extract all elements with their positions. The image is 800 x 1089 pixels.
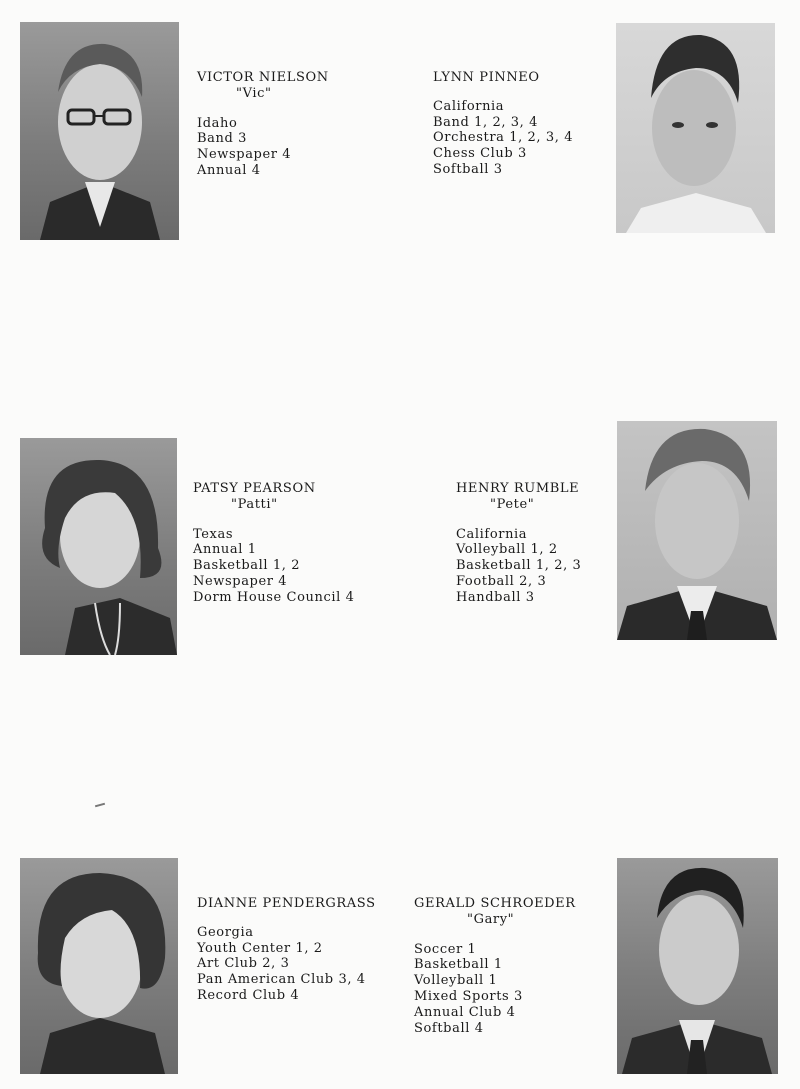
activity-item: Basketball 1, 2 [193,558,301,574]
student-entry-henry-rumble [456,481,581,606]
student-activities [414,942,576,1037]
activity-item: Football 2, 3 [456,573,547,589]
student-entry-lynn-pinneo [433,70,573,178]
activity-item: Idaho [197,115,238,131]
activity-item: California [456,526,528,542]
student-name: DIANNE PENDERGRASS [197,896,376,911]
student-entry-patsy-pearson [193,481,354,606]
activity-item: Newspaper 4 [193,573,288,589]
page-speck [95,803,105,808]
student-activities [197,116,329,179]
activity-item: Annual 4 [197,162,261,178]
activity-item: Annual Club 4 [414,1004,516,1020]
portrait-photo-victor-nielson [20,22,179,240]
portrait-photo-dianne-pendergrass [20,858,178,1074]
activity-item: Band 1, 2, 3, 4 [433,114,539,130]
student-name: HENRY RUMBLE [456,481,580,496]
portrait-photo-henry-rumble [617,421,777,640]
student-name: GERALD SCHROEDER [414,896,576,911]
activity-item: Softball 3 [433,161,503,177]
portrait-photo-gerald-schroeder [617,858,778,1074]
activity-item: Volleyball 1, 2 [456,542,558,558]
student-entry-gerald-schroeder [414,896,576,1036]
student-nickname: "Pete" [490,496,535,512]
student-name: VICTOR NIELSON [197,70,329,85]
student-activities [433,99,573,178]
activity-item: Softball 4 [414,1020,484,1036]
student-entry-victor-nielson [197,70,329,179]
activity-item: Handball 3 [456,589,535,605]
activity-item: Chess Club 3 [433,146,527,162]
student-nickname: "Patti" [231,496,278,512]
student-entry-dianne-pendergrass [197,896,376,1004]
activity-item: Texas [193,526,234,542]
student-name: PATSY PEARSON [193,481,316,496]
activity-item: Band 3 [197,131,248,147]
student-activities [456,527,581,606]
student-activities [197,925,376,1004]
activity-item: Pan American Club 3, 4 [197,972,366,988]
activity-item: Art Club 2, 3 [197,956,290,972]
portrait-photo-patsy-pearson [20,438,177,655]
activity-item: Youth Center 1, 2 [197,940,323,956]
activity-item: Basketball 1 [414,957,503,973]
activity-item: Annual 1 [193,542,257,558]
student-nickname: "Vic" [236,85,272,101]
student-activities [193,527,354,606]
activity-item: California [433,98,505,114]
activity-item: Orchestra 1, 2, 3, 4 [433,130,574,146]
student-nickname: "Gary" [467,911,515,927]
activity-item: Dorm House Council 4 [193,589,355,605]
activity-item: Mixed Sports 3 [414,988,523,1004]
portrait-photo-lynn-pinneo [616,23,775,233]
student-name: LYNN PINNEO [433,70,540,85]
activity-item: Volleyball 1 [414,973,498,989]
activity-item: Record Club 4 [197,987,300,1003]
activity-item: Georgia [197,924,254,940]
activity-item: Basketball 1, 2, 3 [456,558,582,574]
activity-item: Newspaper 4 [197,147,292,163]
activity-item: Soccer 1 [414,941,477,957]
